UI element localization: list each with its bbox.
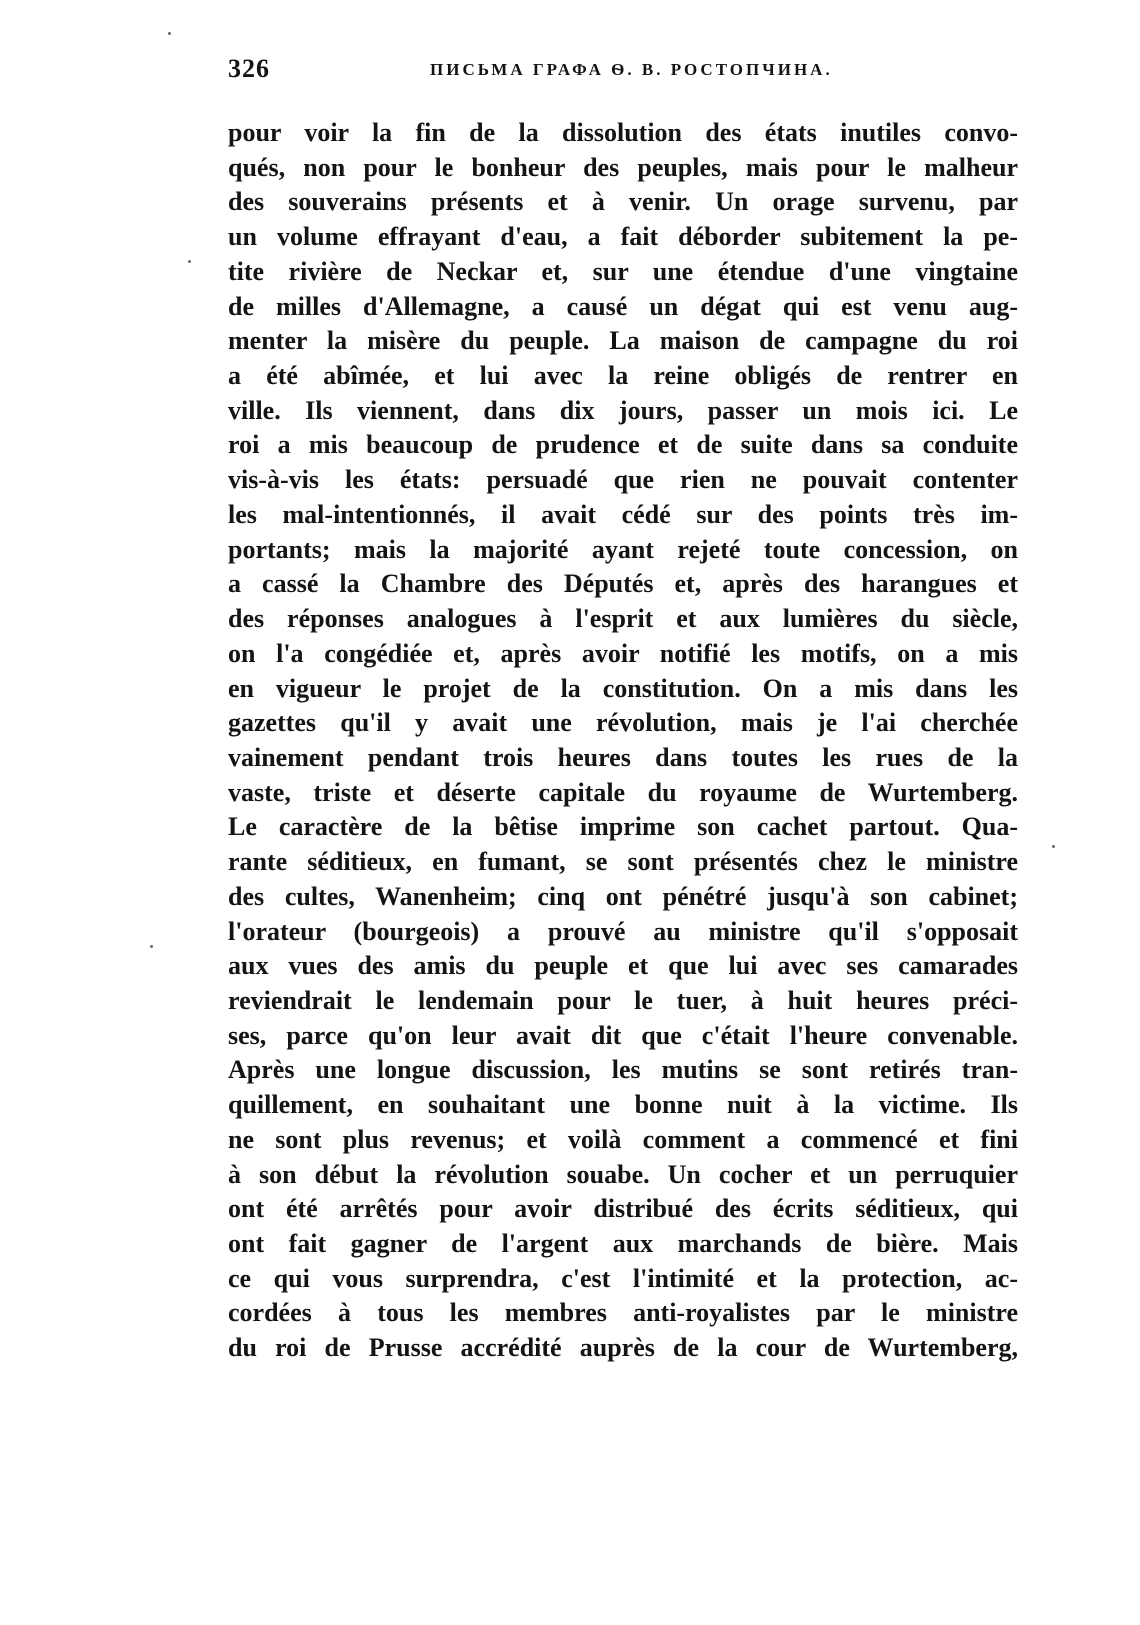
text-line: menter la misère du peuple. La maison de campagne du roi — [228, 326, 1018, 356]
text-line: vis-à-vis les états: persuadé que rien ne pouvait contenter — [228, 465, 1018, 495]
text-line: portants; mais la majorité ayant rejeté toute concession, on — [228, 534, 1018, 564]
text-line: Le caractère de la bêtise imprime son cachet partout. Qua- — [228, 812, 1018, 842]
text-line: de milles d'Allemagne, a causé un dégat qui est venu aug- — [228, 291, 1018, 321]
text-line: ne sont plus revenus; et voilà comment a commencé et fini — [228, 1124, 1018, 1154]
text-line: ont été arrêtés pour avoir distribué des écrits séditieux, qui — [228, 1194, 1018, 1224]
text-line: a cassé la Chambre des Députés et, après des harangues et — [228, 569, 1018, 599]
text-line: ses, parce qu'on leur avait dit que c'était l'heure convenable. — [228, 1020, 1018, 1050]
text-line: à son début la révolution souabe. Un cocher et un perruquier — [228, 1159, 1018, 1189]
page-header — [228, 54, 1018, 86]
text-line: qués, non pour le bonheur des peuples, mais pour le malheur — [228, 152, 1018, 182]
text-line: en vigueur le projet de la constitution. On a mis dans les — [228, 673, 1018, 703]
text-line: vaste, triste et déserte capitale du royaume de Wurtemberg. — [228, 777, 1018, 807]
text-line: aux vues des amis du peuple et que lui avec ses camarades — [228, 951, 1018, 981]
text-line: roi a mis beaucoup de prudence et de suite dans sa conduite — [228, 430, 1018, 460]
text-line: des cultes, Wanenheim; cinq ont pénétré jusqu'à son cabinet; — [228, 881, 1018, 911]
text-line: reviendrait le lendemain pour le tuer, à huit heures préci- — [228, 985, 1018, 1015]
text-line: les mal-intentionnés, il avait cédé sur des points très im- — [228, 499, 1018, 529]
text-line: vainement pendant trois heures dans toutes les rues de la — [228, 742, 1018, 772]
text-line: a été abîmée, et lui avec la reine obligés de rentrer en — [228, 361, 1018, 391]
text-line: Après une longue discussion, les mutins se sont retirés tran- — [228, 1055, 1018, 1085]
text-line: on l'a congédiée et, après avoir notifié les motifs, on a mis — [228, 638, 1018, 668]
print-speck — [150, 945, 153, 948]
text-line: ce qui vous surprendra, c'est l'intimité et la protection, ac- — [228, 1263, 1018, 1293]
text-line: pour voir la fin de la dissolution des états inutiles convo- — [228, 118, 1018, 147]
text-line: des souverains présents et à venir. Un orage survenu, par — [228, 187, 1018, 217]
print-speck — [168, 32, 171, 35]
text-line: quillement, en souhaitant une bonne nuit à la victime. Ils — [228, 1090, 1018, 1120]
text-line: rante séditieux, en fumant, se sont présentés chez le ministre — [228, 847, 1018, 877]
page-number: 326 — [228, 54, 270, 83]
body-text — [228, 116, 1018, 1366]
print-speck — [188, 260, 191, 263]
text-line: du roi de Prusse accrédité auprès de la cour de Wurtemberg, — [228, 1333, 1018, 1363]
text-line: des réponses analogues à l'esprit et aux lumières du siècle, — [228, 604, 1018, 634]
text-line: un volume effrayant d'eau, a fait déborder subitement la pe- — [228, 222, 1018, 252]
running-title: ПИСЬМА ГРАФА Ѳ. В. РОСТОПЧИНА. — [430, 60, 833, 79]
text-line: ont fait gagner de l'argent aux marchands de bière. Mais — [228, 1229, 1018, 1258]
text-line: tite rivière de Neckar et, sur une étendue d'une vingtaine — [228, 256, 1018, 286]
text-line: ville. Ils viennent, dans dix jours, passer un mois ici. Le — [228, 395, 1018, 425]
text-line: cordées à tous les membres anti-royalistes par le ministre — [228, 1298, 1018, 1328]
text-line: gazettes qu'il y avait une révolution, mais je l'ai cherchée — [228, 708, 1018, 738]
text-line: l'orateur (bourgeois) a prouvé au ministre qu'il s'opposait — [228, 916, 1018, 946]
print-speck — [1052, 845, 1055, 848]
